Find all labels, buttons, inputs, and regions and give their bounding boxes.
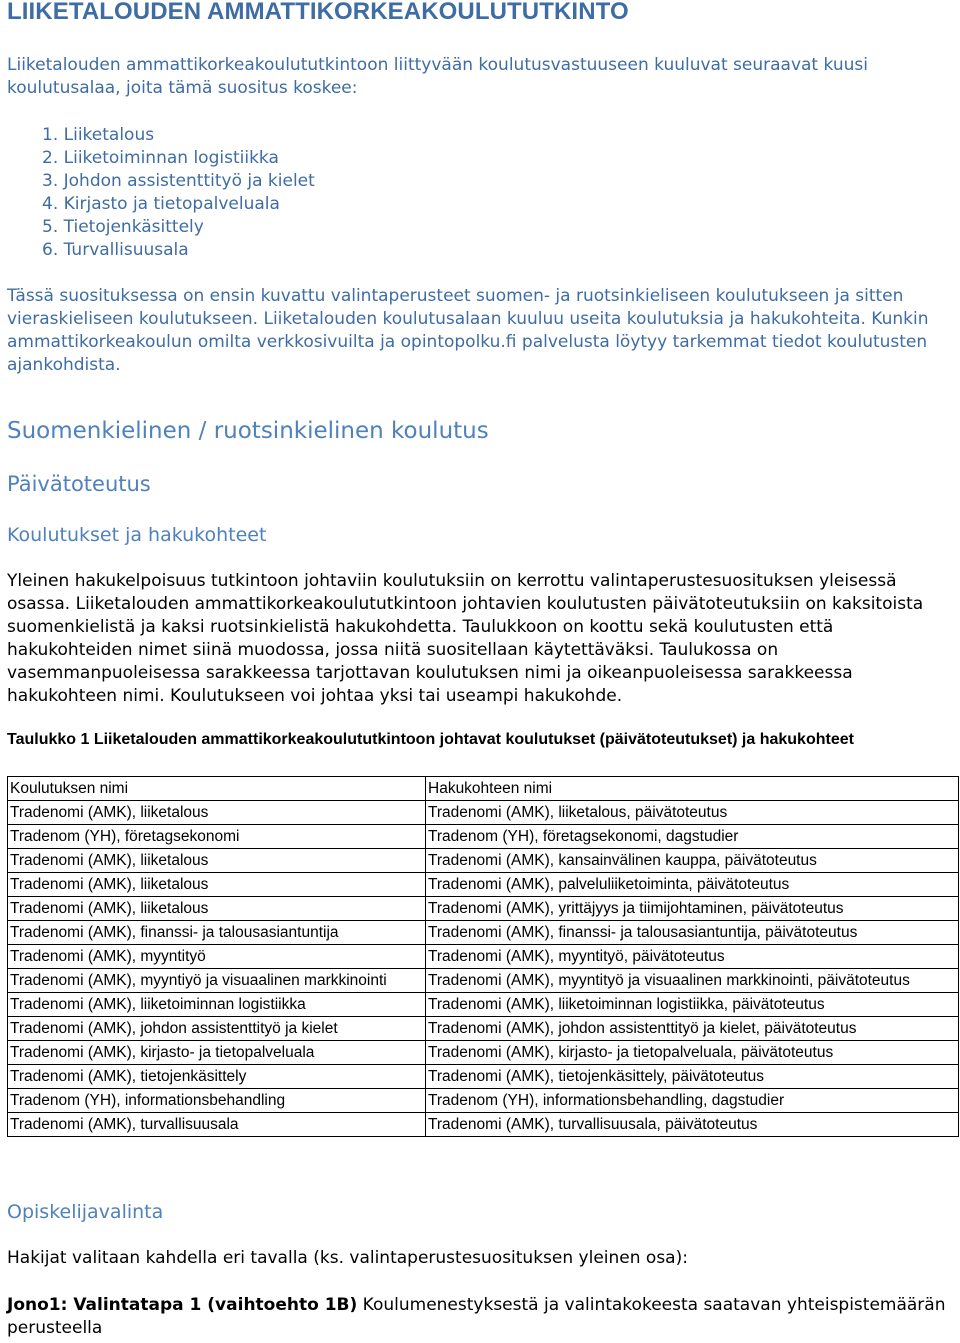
queue-label: Jono1: Valintatapa 1 (vaihtoehto 1B): [7, 1295, 358, 1315]
table-row: [8, 921, 959, 945]
table-cell: Tradenomi (AMK), myyntityö: [8, 945, 426, 969]
table-row: [8, 1017, 959, 1041]
queue-paragraph: [7, 1294, 955, 1340]
table-cell: Tradenomi (AMK), johdon assistenttityö ja kielet: [8, 1017, 426, 1041]
table-row: [8, 825, 959, 849]
list-item: 4. Kirjasto ja tietopalveluala: [42, 194, 280, 214]
list-item: 5. Tietojenkäsittely: [42, 217, 204, 237]
list-item: 6. Turvallisuusala: [42, 240, 189, 260]
table-row: [8, 897, 959, 921]
list-item: 2. Liiketoiminnan logistiikka: [42, 148, 279, 168]
table-cell: Tradenom (YH), informationsbehandling, dagstudier: [426, 1089, 959, 1113]
table-cell: Tradenomi (AMK), tietojenkäsittely: [8, 1065, 426, 1089]
table-cell: Tradenomi (AMK), kirjasto- ja tietopalveluala, päivätoteutus: [426, 1041, 959, 1065]
table-cell: Tradenomi (AMK), liiketalous: [8, 849, 426, 873]
table-cell: Tradenomi (AMK), johdon assistenttityö ja kielet, päivätoteutus: [426, 1017, 959, 1041]
table-cell: Tradenomi (AMK), tietojenkäsittely, päivätoteutus: [426, 1065, 959, 1089]
description-paragraph: Tässä suosituksessa on ensin kuvattu valintaperusteet suomen- ja ruotsinkieliseen koulutukseen ja sitten vieraskieliseen koulutukseen. Liiketalouden koulutusalaan kuuluu useita koulutuksia ja hakukohteita. Kunkin ammattikorkeakoulun omilta verkkosivuilta ja opintopolku.fi palvelusta löytyy tarkemmat tiedot koulutusten ajankohdista.: [7, 286, 929, 375]
section-heading: Suomenkielinen / ruotsinkielinen koulutus: [7, 418, 489, 444]
table-row: [8, 945, 959, 969]
table-cell: Tradenomi (AMK), liiketoiminnan logistiikka, päivätoteutus: [426, 993, 959, 1017]
table-cell: Tradenomi (AMK), liiketalous: [8, 801, 426, 825]
table-row: [8, 993, 959, 1017]
table-cell: Tradenom (YH), företagsekonomi: [8, 825, 426, 849]
table-cell: Tradenomi (AMK), palveluliiketoiminta, päivätoteutus: [426, 873, 959, 897]
table-header-row: [8, 777, 959, 801]
list-item: 1. Liiketalous: [42, 125, 155, 145]
table-cell: Tradenom (YH), företagsekonomi, dagstudier: [426, 825, 959, 849]
table-cell: Tradenomi (AMK), kansainvälinen kauppa, päivätoteutus: [426, 849, 959, 873]
subsubsection-heading: Koulutukset ja hakukohteet: [7, 524, 267, 546]
table-cell: Tradenomi (AMK), liiketoiminnan logistiikka: [8, 993, 426, 1017]
table-row: [8, 801, 959, 825]
table-cell: Tradenomi (AMK), liiketalous: [8, 873, 426, 897]
table-row: [8, 849, 959, 873]
table-header-cell: Koulutuksen nimi: [8, 777, 426, 801]
table-cell: Tradenomi (AMK), kirjasto- ja tietopalveluala: [8, 1041, 426, 1065]
table-cell: Tradenom (YH), informationsbehandling: [8, 1089, 426, 1113]
table-row: [8, 969, 959, 993]
table-cell: Tradenomi (AMK), liiketalous: [8, 897, 426, 921]
selection-paragraph: Hakijat valitaan kahdella eri tavalla (ks. valintaperustesuosituksen yleinen osa):: [7, 1248, 688, 1268]
table-cell: Tradenomi (AMK), myyntityö, päivätoteutus: [426, 945, 959, 969]
list-item: 3. Johdon assistenttityö ja kielet: [42, 171, 315, 191]
table-row: [8, 1065, 959, 1089]
selection-heading: Opiskelijavalinta: [7, 1201, 164, 1223]
table-cell: Tradenomi (AMK), turvallisuusala, päivätoteutus: [426, 1113, 959, 1137]
table-row: [8, 873, 959, 897]
table-cell: Tradenomi (AMK), finanssi- ja talousasiantuntija: [8, 921, 426, 945]
table-cell: Tradenomi (AMK), turvallisuusala: [8, 1113, 426, 1137]
eligibility-paragraph: Yleinen hakukelpoisuus tutkintoon johtaviin koulutuksiin on kerrottu valintaperustesuosituksen yleisessä osassa. Liiketalouden ammattikorkeakoulututkintoon johtavien koulutusten päivätoteutuksiin on kaksitoista suomenkielistä ja kaksi ruotsinkielistä hakukohdetta. Taulukkoon on koottu sekä koulutusten että hakukohteiden nimet siinä muodossa, jossa niitä suositellaan käytettäväksi. Taulukossa on vasemmanpuoleisessa sarakkeessa tarjottavan koulutuksen nimi ja oikeanpuoleisessa sarakkeessa hakukohteen nimi. Koulutukseen voi johtaa yksi tai useampi hakukohde.: [7, 571, 924, 706]
table-row: [8, 1041, 959, 1065]
table-row: [8, 1089, 959, 1113]
table-caption: Taulukko 1 Liiketalouden ammattikorkeakoulututkintoon johtavat koulutukset (päivätoteutukset) ja hakukohteet: [7, 731, 854, 748]
table-cell: Tradenomi (AMK), myyntityö ja visuaalinen markkinointi, päivätoteutus: [426, 969, 959, 993]
intro-paragraph: Liiketalouden ammattikorkeakoulututkintoon liittyvään koulutusvastuuseen kuuluvat seuraavat kuusi koulutusalaa, joita tämä suositus koskee:: [7, 55, 868, 98]
table-row: [8, 1113, 959, 1137]
courses-table: [7, 776, 959, 1137]
subsection-heading: Päivätoteutus: [7, 472, 151, 496]
queue-text: Koulumenestyksestä ja valintakokeesta saatavan yhteispistemäärän perusteella: [7, 1295, 946, 1338]
table-cell: Tradenomi (AMK), finanssi- ja talousasiantuntija, päivätoteutus: [426, 921, 959, 945]
table-cell: Tradenomi (AMK), yrittäjyys ja tiimijohtaminen, päivätoteutus: [426, 897, 959, 921]
document-title: LIIKETALOUDEN AMMATTIKORKEAKOULUTUTKINTO: [7, 0, 629, 25]
fields-list: [42, 124, 315, 262]
table-cell: Tradenomi (AMK), myyntiyö ja visuaalinen markkinointi: [8, 969, 426, 993]
table-header-cell: Hakukohteen nimi: [426, 777, 959, 801]
table-cell: Tradenomi (AMK), liiketalous, päivätoteutus: [426, 801, 959, 825]
